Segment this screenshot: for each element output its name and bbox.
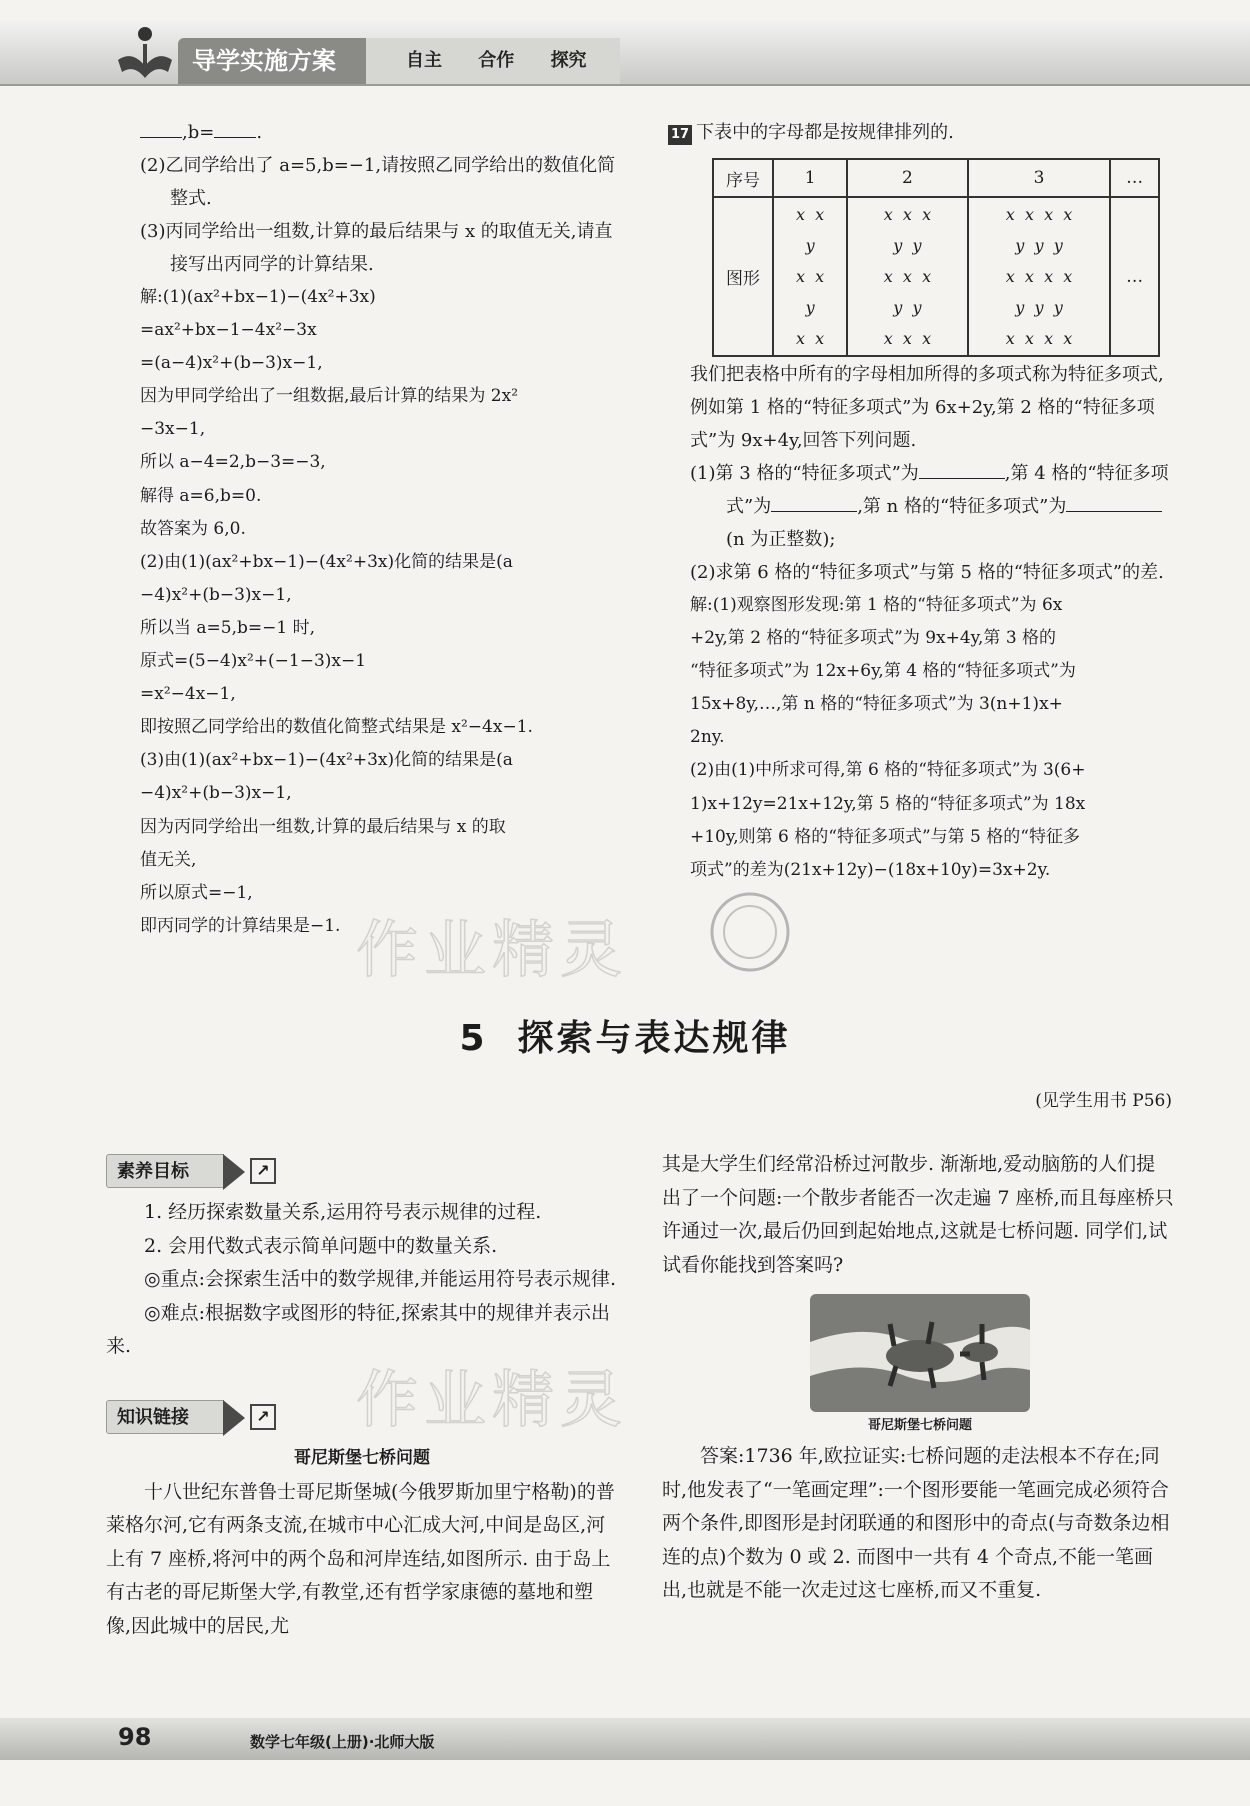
solution-line: −4)x²+(b−3)x−1, — [140, 783, 292, 804]
label-arrow-icon — [223, 1154, 245, 1190]
fig-line: x x — [795, 329, 825, 348]
goals-label-text: 素养目标 — [117, 1161, 189, 1182]
figure-more: … — [1110, 197, 1159, 356]
solution-line: 因为丙同学给出一组数,计算的最后结果与 x 的取 — [140, 816, 506, 837]
goal-item: ◎重点:会探索生活中的数学规律,并能运用符号表示规律. — [144, 1268, 617, 1290]
blank-3rd — [919, 458, 1005, 479]
solution-line: −4)x²+(b−3)x−1, — [140, 584, 292, 605]
table-header-row — [713, 159, 1159, 197]
solution-line: 所以原式=−1, — [140, 882, 253, 903]
goal-item: ◎难点:根据数字或图形的特征,探索其中的规律并表示出来. — [106, 1301, 611, 1357]
figure-caption: 哥尼斯堡七桥问题 — [867, 1418, 972, 1433]
book-figure-logo-icon — [112, 20, 178, 84]
goal-item: 2. 会用代数式表示简单问题中的数量关系. — [144, 1234, 498, 1257]
pattern-table — [712, 158, 1160, 357]
table-col-2: 2 — [847, 159, 968, 197]
solution-line: “特征多项式”为 12x+6y,第 4 格的“特征多项式”为 — [690, 661, 1076, 682]
solution-line: =x²−4x−1, — [140, 684, 236, 705]
section-title — [0, 1010, 1250, 1061]
brand-title: 导学实施方案 — [178, 38, 366, 84]
goals-content — [106, 1196, 618, 1364]
section-title-text: 探索与表达规律 — [517, 1018, 791, 1059]
solution-right — [690, 589, 1172, 887]
goals-label — [106, 1154, 224, 1188]
knowledge-paragraph-continued: 其是大学生们经常沿桥过河散步. 渐渐地,爱动脑筋的人们提出了一个问题:一个散步者能否一次走遍 7 座桥,而且每座桥只许通过一次,最后仍回到起始地点,这就是七桥问题. 同学们,试试看你能找到答案吗? — [662, 1153, 1174, 1276]
knowledge-answer — [662, 1440, 1174, 1608]
fig-line: y — [800, 298, 820, 317]
question-3: (3)丙同学给出一组数,计算的最后结果与 x 的取值无关,请直接写出丙同学的计算结果. — [140, 221, 613, 275]
solution-line: 解:(1)(ax²+bx−1)−(4x²+3x) — [140, 287, 376, 307]
solution-line: 所以 a−4=2,b−3=−3, — [140, 452, 326, 473]
homework-stamp-icon — [706, 888, 794, 976]
answer-blank-line: ,b= . — [140, 116, 630, 149]
table-col-1: 1 — [773, 159, 847, 197]
table-row-label: 图形 — [713, 197, 773, 356]
solution-line: 解:(1)观察图形发现:第 1 格的“特征多项式”为 6x — [690, 595, 1063, 615]
header-tags — [366, 38, 620, 84]
seven-bridges-illustration — [810, 1294, 1030, 1412]
goal-item: 1. 经历探索数量关系,运用符号表示规律的过程. — [144, 1201, 542, 1223]
solution-line: 因为甲同学给出了一组数据,最后计算的结果为 2x² — [140, 386, 519, 407]
book-name: 数学七年级(上册)·北师大版 — [250, 1733, 435, 1751]
solution-line: =ax²+bx−1−4x²−3x — [140, 320, 317, 341]
section-reference: (见学生用书 P56) — [1035, 1091, 1172, 1111]
section-number: 5 — [459, 1018, 488, 1059]
fig-line: x x — [795, 205, 825, 224]
blank-nth — [1066, 491, 1162, 512]
knowledge-subtitle: 哥尼斯堡七桥问题 — [294, 1448, 430, 1468]
fig-line: x x x — [883, 329, 932, 348]
solution-left — [140, 281, 630, 943]
solution-line: 项式”的差为(21x+12y)−(18x+10y)=3x+2y. — [690, 859, 1051, 880]
q1-part-a: (1)第 3 格的“特征多项式”为 — [690, 463, 919, 484]
knowledge-right — [662, 1148, 1174, 1282]
q1-part-d: (n 为正整数); — [726, 529, 836, 550]
question-2: (2)乙同学给出了 a=5,b=−1,请按照乙同学给出的数值化简整式. — [140, 155, 616, 209]
table-header-label: 序号 — [713, 159, 773, 197]
question-17-1 — [690, 457, 1172, 556]
solution-line: 原式=(5−4)x²+(−1−3)x−1 — [140, 651, 367, 672]
fig-line: y y — [893, 236, 922, 255]
page-number: 98 — [118, 1723, 152, 1751]
blank-4th — [771, 491, 857, 512]
blank-b — [214, 117, 256, 138]
solution-line: +10y,则第 6 格的“特征多项式”与第 5 格的“特征多 — [690, 826, 1080, 847]
solution-line: +2y,第 2 格的“特征多项式”为 9x+4y,第 3 格的 — [690, 628, 1057, 649]
blank-a — [140, 117, 182, 138]
solution-line: (2)由(1)中所求可得,第 6 格的“特征多项式”为 3(6+ — [690, 760, 1086, 781]
fig-line: x x x x — [1005, 267, 1073, 286]
page-header — [0, 20, 1250, 88]
right-column — [668, 116, 1173, 149]
table-col-3: 3 — [968, 159, 1111, 197]
solution-line: 故答案为 6,0. — [140, 518, 246, 539]
page-footer — [0, 1704, 1250, 1760]
knowledge-label — [106, 1400, 224, 1434]
table-figure-row — [713, 197, 1159, 356]
figure-2 — [847, 197, 968, 356]
figure-3 — [968, 197, 1111, 356]
solution-line: (3)由(1)(ax²+bx−1)−(4x²+3x)化简的结果是(a — [140, 750, 513, 771]
solution-line: 15x+8y,…,第 n 格的“特征多项式”为 3(n+1)x+ — [690, 694, 1063, 715]
solution-line: 值无关, — [140, 849, 197, 870]
solution-line: −3x−1, — [140, 419, 206, 440]
question-17-intro — [668, 116, 1173, 149]
solution-line: 所以当 a=5,b=−1 时, — [140, 617, 315, 638]
solution-line: (2)由(1)(ax²+bx−1)−(4x²+3x)化简的结果是(a — [140, 551, 513, 572]
fig-line: x x x x — [1005, 205, 1073, 224]
q1-part-b: ,第 4 格的“特征多项式”为 — [726, 463, 1169, 517]
right-column-body — [690, 358, 1172, 887]
fig-line: x x x — [883, 267, 932, 286]
tag-explore: 探究 — [550, 50, 587, 71]
solution-line: 即丙同学的计算结果是−1. — [140, 915, 341, 936]
fig-line: y y y — [1015, 236, 1063, 255]
solution-line: 即按照乙同学给出的数值化简整式结果是 x²−4x−1. — [140, 717, 533, 738]
knowledge-label-text: 知识链接 — [117, 1407, 189, 1428]
external-link-icon: ↗ — [250, 1404, 276, 1430]
solution-line: 2ny. — [690, 727, 725, 748]
fig-line: y y y — [1015, 298, 1063, 317]
solution-line: 1)x+12y=21x+12y,第 5 格的“特征多项式”为 18x — [690, 793, 1086, 814]
solution-line: =(a−4)x²+(b−3)x−1, — [140, 353, 323, 374]
table-col-more: … — [1110, 159, 1159, 197]
fig-line: x x x — [883, 205, 932, 224]
fig-line: x x x x — [1005, 329, 1073, 348]
fig-line: y — [800, 236, 820, 255]
fig-line: y y — [893, 298, 922, 317]
knowledge-left — [106, 1442, 618, 1643]
question-17-text: 下表中的字母都是按规律排列的. — [696, 122, 954, 143]
label-arrow-icon — [223, 1400, 245, 1436]
answer-paragraph: 答案:1736 年,欧拉证实:七桥问题的走法根本不存在;同时,他发表了“一笔画定理”:一个图形要能一笔画完成必须符合两个条件,即图形是封闭联通的和图形中的奇点(与奇数条边相连的点)个数为 0 或 2. 而图中一共有 4 个奇点,不能一笔画出,也就是不能一次走过这七座桥,而又不重复. — [662, 1445, 1170, 1601]
watermark-lower: 作业精灵 — [356, 1363, 629, 1436]
solution-line: 解得 a=6,b=0. — [140, 485, 262, 506]
question-17-2: (2)求第 6 格的“特征多项式”与第 5 格的“特征多项式”的差. — [690, 562, 1164, 583]
question-number-badge: 17 — [668, 125, 692, 145]
definition-paragraph: 我们把表格中所有的字母相加所得的多项式称为特征多项式,例如第 1 格的“特征多项式”为 6x+2y,第 2 格的“特征多项式”为 9x+4y,回答下列问题. — [690, 364, 1164, 451]
q1-part-c: ,第 n 格的“特征多项式”为 — [857, 496, 1067, 517]
tag-cooperate: 合作 — [478, 50, 515, 71]
figure-1 — [773, 197, 847, 356]
watermark-upper: 作业精灵 — [356, 913, 629, 986]
fig-line: x x — [795, 267, 825, 286]
b-equals: ,b= — [182, 122, 215, 143]
tag-self: 自主 — [406, 50, 442, 71]
external-link-icon: ↗ — [250, 1158, 276, 1184]
left-column — [140, 116, 630, 943]
knowledge-paragraph: 十八世纪东普鲁士哥尼斯堡城(今俄罗斯加里宁格勒)的普莱格尔河,它有两条支流,在城市中心汇成大河,中间是岛区,河上有 7 座桥,将河中的两个岛和河岸连结,如图所示. 由于岛上有古老的哥尼斯堡大学,有教堂,还有哲学家康德的墓地和塑像,因此城中的居民,尤 — [106, 1480, 615, 1637]
